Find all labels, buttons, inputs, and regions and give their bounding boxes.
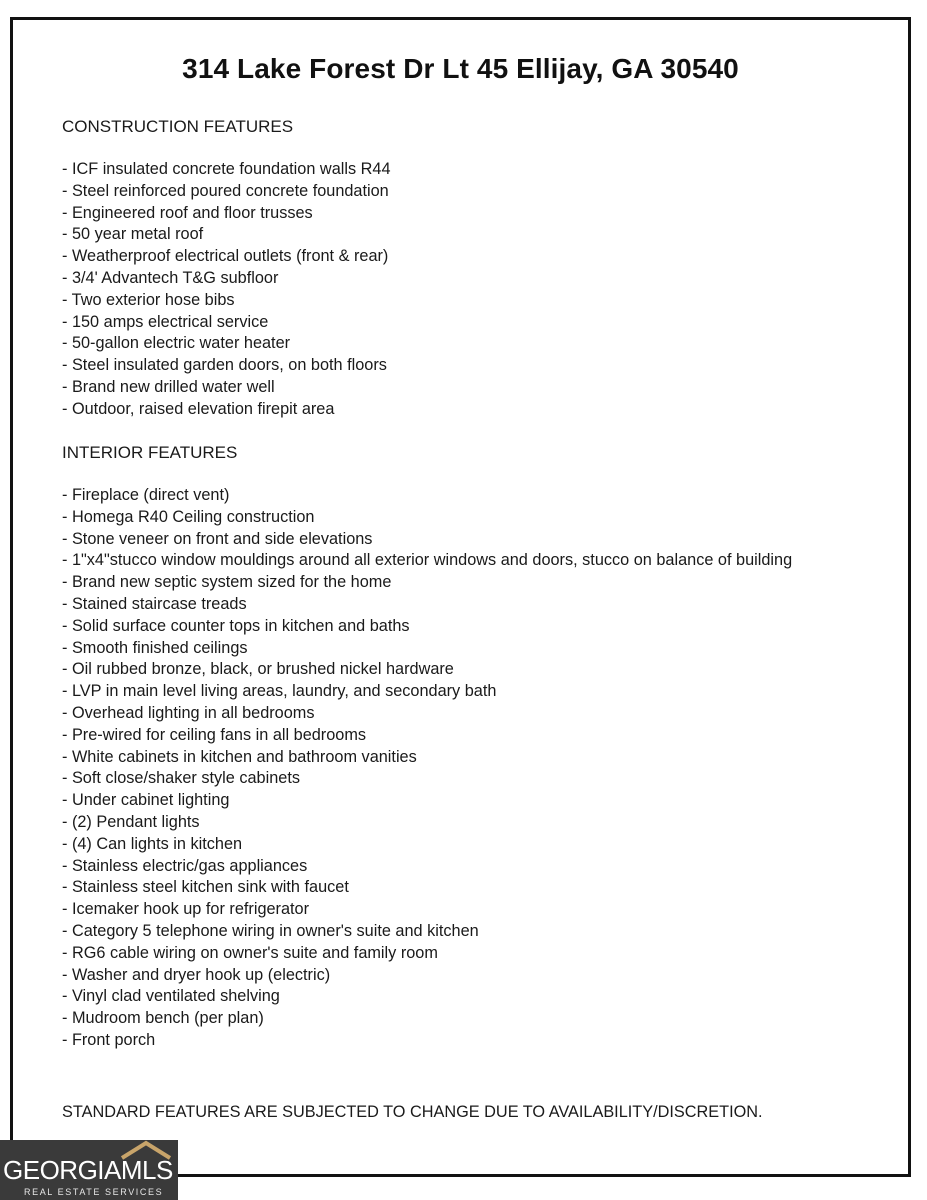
construction-features-section xyxy=(62,116,391,421)
page-title: 314 Lake Forest Dr Lt 45 Ellijay, GA 30540 xyxy=(182,53,739,84)
list-item: - (2) Pendant lights xyxy=(62,812,200,831)
list-item: - RG6 cable wiring on owner's suite and family room xyxy=(62,943,438,962)
list-item: - Solid surface counter tops in kitchen and baths xyxy=(62,616,410,635)
list-item: - LVP in main level living areas, laundry, and secondary bath xyxy=(62,682,497,701)
georgia-mls-watermark xyxy=(0,1140,178,1200)
list-item: - Engineered roof and floor trusses xyxy=(62,203,313,222)
list-item: - Stone veneer on front and side elevations xyxy=(62,529,373,548)
list-item: - ICF insulated concrete foundation walls R44 xyxy=(62,160,391,178)
watermark-tagline: REAL ESTATE SERVICES xyxy=(24,1187,164,1197)
list-item: - Oil rubbed bronze, black, or brushed nickel hardware xyxy=(62,660,454,679)
list-item: - 3/4' Advantech T&G subfloor xyxy=(62,268,279,287)
list-item: - Stained staircase treads xyxy=(62,594,247,613)
list-item: - Mudroom bench (per plan) xyxy=(62,1009,264,1028)
list-item: - 50 year metal roof xyxy=(62,225,204,244)
interior-feature-list xyxy=(62,485,792,1052)
list-item: - Fireplace (direct vent) xyxy=(62,486,230,504)
list-item: - Soft close/shaker style cabinets xyxy=(62,769,300,788)
list-item: - Overhead lighting in all bedrooms xyxy=(62,703,315,722)
list-item: - 150 amps electrical service xyxy=(62,312,269,331)
list-item: - Vinyl clad ventilated shelving xyxy=(62,987,280,1006)
list-item: - Icemaker hook up for refrigerator xyxy=(62,900,310,919)
list-item: - Steel reinforced poured concrete foundation xyxy=(62,181,389,200)
construction-feature-list xyxy=(62,159,391,421)
list-item: - 1"x4"stucco window mouldings around all exterior windows and doors, stucco on balance of building xyxy=(62,551,793,570)
list-item: - Pre-wired for ceiling fans in all bedrooms xyxy=(62,725,367,744)
list-item: - Brand new drilled water well xyxy=(62,377,275,396)
list-item: - Two exterior hose bibs xyxy=(62,290,235,309)
list-item: - 50-gallon electric water heater xyxy=(62,334,291,353)
list-item: - Front porch xyxy=(62,1030,156,1049)
disclaimer: STANDARD FEATURES ARE SUBJECTED TO CHANGE DUE TO AVAILABILITY/DISCRETION. xyxy=(62,1103,763,1121)
list-item: - Homega R40 Ceiling construction xyxy=(62,507,315,526)
list-item: - White cabinets in kitchen and bathroom vanities xyxy=(62,747,417,766)
list-item: - Stainless electric/gas appliances xyxy=(62,856,308,875)
list-item: - Stainless steel kitchen sink with faucet xyxy=(62,878,349,897)
list-item: - Category 5 telephone wiring in owner's suite and kitchen xyxy=(62,921,479,940)
list-item: - Weatherproof electrical outlets (front & rear) xyxy=(62,247,389,266)
feature-sheet xyxy=(10,17,911,1177)
section-heading: INTERIOR FEATURES xyxy=(62,443,238,462)
interior-features-section xyxy=(62,442,792,1052)
list-item: - (4) Can lights in kitchen xyxy=(62,834,243,853)
list-item: - Steel insulated garden doors, on both floors xyxy=(62,356,387,375)
list-item: - Washer and dryer hook up (electric) xyxy=(62,965,331,984)
list-item: - Brand new septic system sized for the home xyxy=(62,573,392,592)
section-heading: CONSTRUCTION FEATURES xyxy=(62,117,294,136)
list-item: - Outdoor, raised elevation firepit area xyxy=(62,399,335,418)
watermark-brand: GEORGIAMLS xyxy=(3,1155,173,1185)
list-item: - Under cabinet lighting xyxy=(62,791,230,810)
list-item: - Smooth finished ceilings xyxy=(62,638,248,657)
